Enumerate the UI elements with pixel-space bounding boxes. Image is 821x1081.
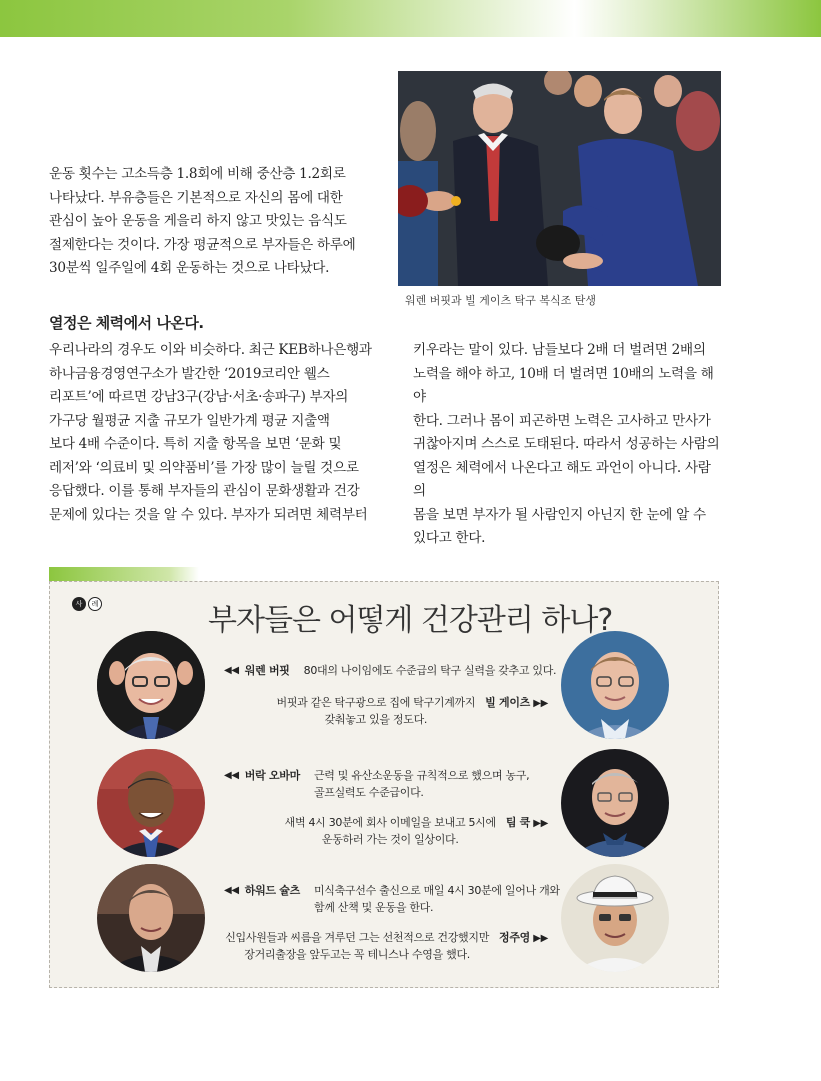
portrait-buffett: [97, 631, 205, 739]
person-name: 빌 게이츠: [485, 696, 531, 709]
person-description: 신입사원들과 씨름을 겨루던 그는 선천적으로 건강했지만 장거리출장을 앞두고는 꼭 테니스나 수영을 했다.: [225, 931, 490, 961]
right-arrow-icon: ▶▶: [533, 818, 548, 829]
person-name: 워렌 버핏: [244, 664, 290, 677]
caption-schultz: [224, 882, 560, 916]
portrait-schultz: [97, 864, 205, 972]
person-description: 미식축구선수 출신으로 매일 4시 30분에 일어나 개와 함께 산책 및 운동을 한다.: [313, 884, 560, 914]
person-description: 새벽 4시 30분에 회사 이메일을 보내고 5시에 운동하러 가는 것이 일상이다.: [284, 816, 496, 846]
badge-char-1: 사: [72, 597, 86, 611]
person-name: 버락 오바마: [244, 769, 300, 782]
photo-caption: 워렌 버핏과 빌 게이츠 탁구 복식조 탄생: [405, 294, 596, 307]
caption-cook: [276, 814, 548, 848]
caption-buffett: [224, 662, 556, 679]
badge-char-2: 례: [88, 597, 102, 611]
caption-chung: [220, 929, 548, 963]
right-arrow-icon: ▶▶: [533, 933, 548, 944]
left-arrow-icon: ◀◀: [224, 885, 239, 896]
person-description: 80대의 나이임에도 수준급의 탁구 실력을 갖추고 있다.: [303, 664, 557, 677]
ping-pong-photo-illustration: [398, 71, 721, 286]
case-box-title: 부자들은 어떻게 건강관리 하나?: [208, 603, 613, 638]
portrait-cook: [561, 749, 669, 857]
person-name: 팀 쿡: [505, 816, 531, 829]
ping-pong-photo: [398, 71, 721, 286]
caption-gates: [270, 694, 548, 728]
top-accent-bar: [0, 0, 821, 37]
left-arrow-icon: ◀◀: [224, 770, 239, 781]
person-description: 버핏과 같은 탁구광으로 집에 탁구기계까지 갖춰놓고 있을 정도다.: [276, 696, 476, 726]
body-paragraph-right: 키우라는 말이 있다. 남들보다 2배 더 벌려면 2배의 노력을 해야 하고, 10배 더 벌려면 10배의 노력을 해야 한다. 그러나 몸이 피곤하면 노력은 고사하고 만사가 귀찮아지며 스스로 도태된다. 따라서 성공하는 사람의 열정은 체력에서 나온다고 해도 과언이 아니다. 사람의 몸을 보면 부자가 될 사람인지 아닌지 한 눈에 알 수 있다고 한다.: [413, 342, 720, 546]
right-arrow-icon: ▶▶: [533, 698, 548, 709]
person-name: 정주영: [499, 931, 531, 944]
case-badge: [72, 597, 102, 611]
portrait-obama: [97, 749, 205, 857]
section-heading: 열정은 체력에서 나온다.: [49, 314, 204, 332]
portrait-chung: [561, 864, 669, 972]
intro-paragraph: 운동 횟수는 고소득층 1.8회에 비해 중산층 1.2회로 나타났다. 부유층들은 기본적으로 자신의 몸에 대한 관심이 높아 운동을 게을리 하지 않고 맛있는 음식도 절제한다는 것이다. 가장 평균적으로 부자들은 하루에 30분씩 일주일에 4회 운동하는 것으로 나타났다.: [49, 166, 356, 276]
caption-obama: [224, 767, 529, 801]
left-arrow-icon: ◀◀: [224, 665, 239, 676]
body-paragraph-left: 우리나라의 경우도 이와 비슷하다. 최근 KEB하나은행과 하나금융경영연구소가 발간한 ‘2019코리안 웰스 리포트’에 따르면 강남3구(강남·서초·송파구) 부자의 가구당 월평균 지출 규모가 일반가계 평균 지출액 보다 4배 수준이다. 특히 지출 항목을 보면 ‘문화 및 레저’와 ‘의료비 및 의약품비’를 가장 많이 늘릴 것으로 응답했다. 이를 통해 부자들의 관심이 문화생활과 건강 문제에 있다는 것을 알 수 있다. 부자가 되려면 체력부터: [49, 342, 372, 523]
person-name: 하워드 슐츠: [244, 884, 300, 897]
case-box-tab: [49, 567, 199, 581]
person-description: 근력 및 유산소운동을 규칙적으로 했으며 농구, 골프실력도 수준급이다.: [313, 769, 530, 799]
portrait-gates: [561, 631, 669, 739]
